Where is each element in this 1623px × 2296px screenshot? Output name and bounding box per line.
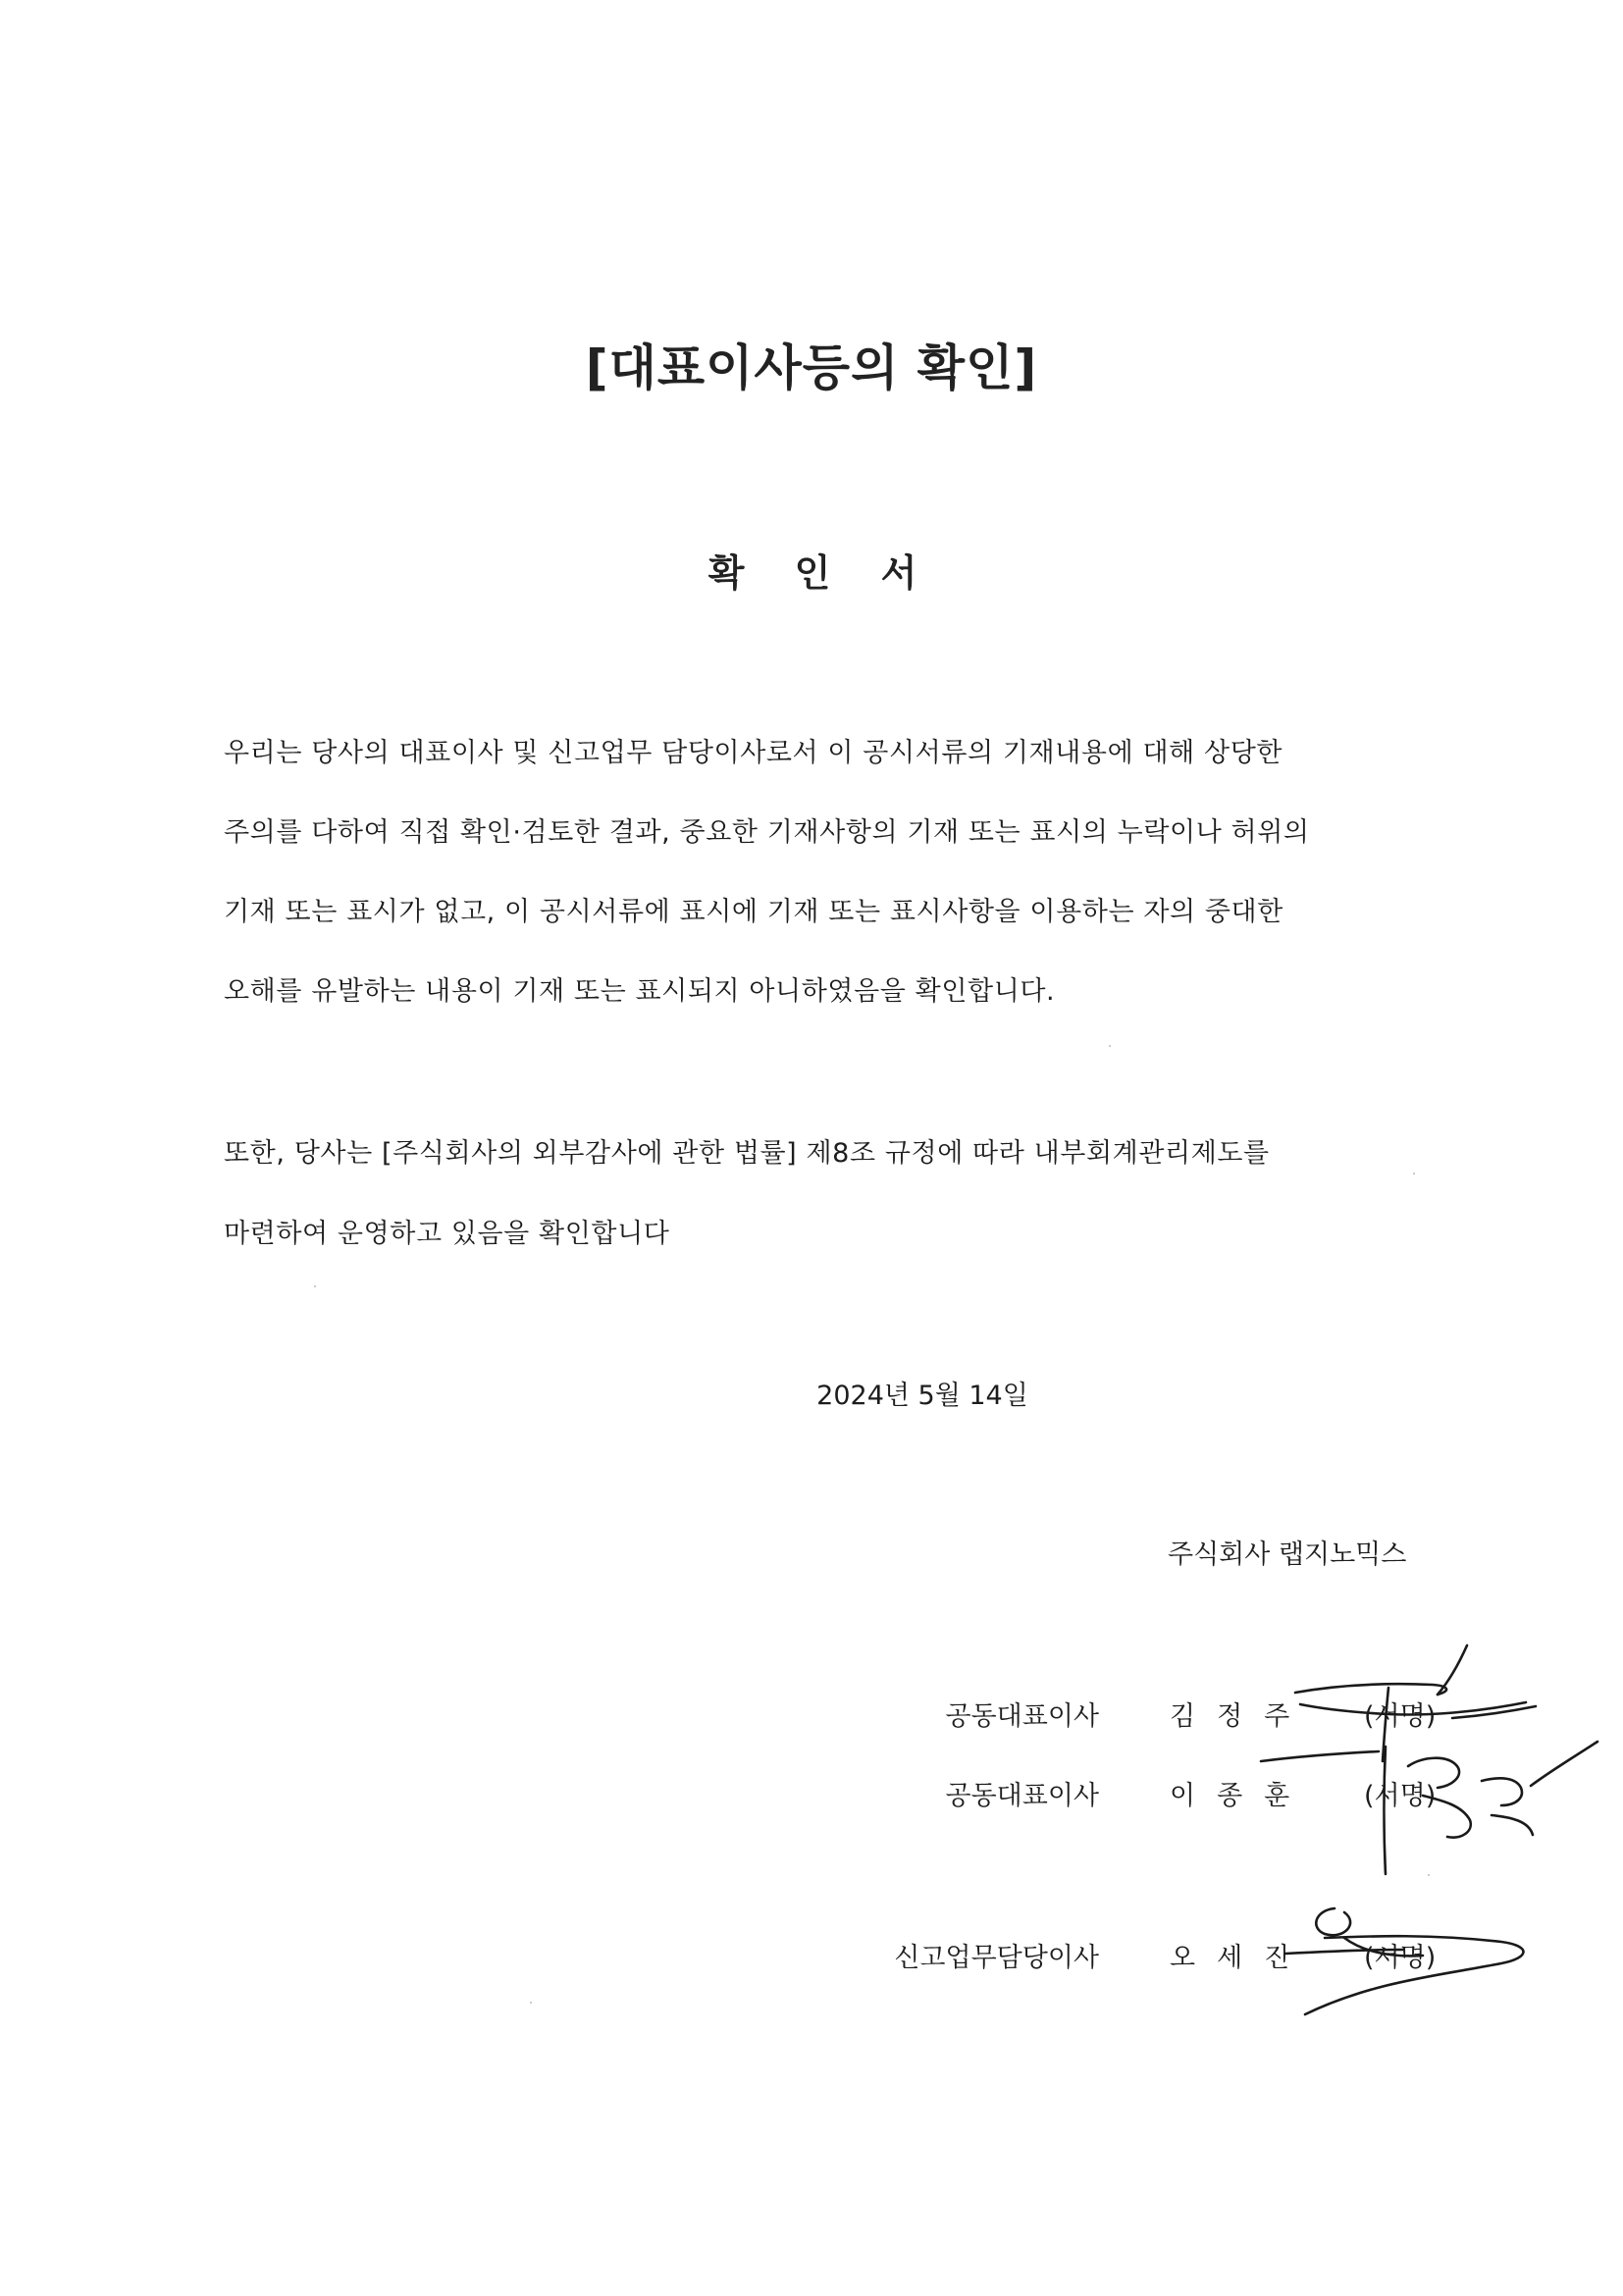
signature-placeholder: (서명) xyxy=(1364,1701,1437,1732)
scan-speck xyxy=(1413,1173,1415,1174)
scan-speck xyxy=(1109,1045,1111,1047)
paragraph-line: 기재 또는 표시가 없고, 이 공시서류에 표시에 기재 또는 표시사항을 이용하는 자의 중대한 xyxy=(224,897,1283,927)
scan-speck xyxy=(314,1285,316,1287)
signatory-name: 오세진 xyxy=(1170,1943,1312,1973)
signatory-role: 공동대표이사 xyxy=(945,1781,1099,1811)
signatory-role: 신고업무담당이사 xyxy=(894,1943,1099,1973)
confirmation-heading: 확 인 서 xyxy=(707,551,921,595)
signatory-role: 공동대표이사 xyxy=(945,1701,1099,1732)
paragraph-line: 오해를 유발하는 내용이 기재 또는 표시되지 아니하였음을 확인합니다. xyxy=(224,976,1056,1007)
signature-placeholder: (서명) xyxy=(1364,1943,1437,1973)
signature-placeholder: (서명) xyxy=(1364,1781,1437,1811)
scan-speck xyxy=(530,2002,532,2004)
document-date: 2024년 5월 14일 xyxy=(816,1381,1028,1411)
paragraph-line: 주의를 다하여 직접 확인·검토한 결과, 중요한 기재사항의 기재 또는 표시의 누락이나 허위의 xyxy=(224,817,1310,848)
paragraph-line: 우리는 당사의 대표이사 및 신고업무 담당이사로서 이 공시서류의 기재내용에 대해 상당한 xyxy=(224,738,1283,768)
company-name: 주식회사 랩지노믹스 xyxy=(1168,1539,1407,1570)
signatory-name: 김정주 xyxy=(1170,1701,1312,1732)
signatory-name: 이종훈 xyxy=(1170,1781,1312,1811)
paragraph-line: 마련하여 운영하고 있음을 확인합니다 xyxy=(224,1219,670,1249)
document-title: [대표이사등의 확인] xyxy=(585,339,1038,396)
paragraph-line: 또한, 당사는 [주식회사의 외부감사에 관한 법률] 제8조 규정에 따라 내부회계관리제도를 xyxy=(224,1138,1270,1169)
scan-speck xyxy=(1428,1874,1430,1876)
